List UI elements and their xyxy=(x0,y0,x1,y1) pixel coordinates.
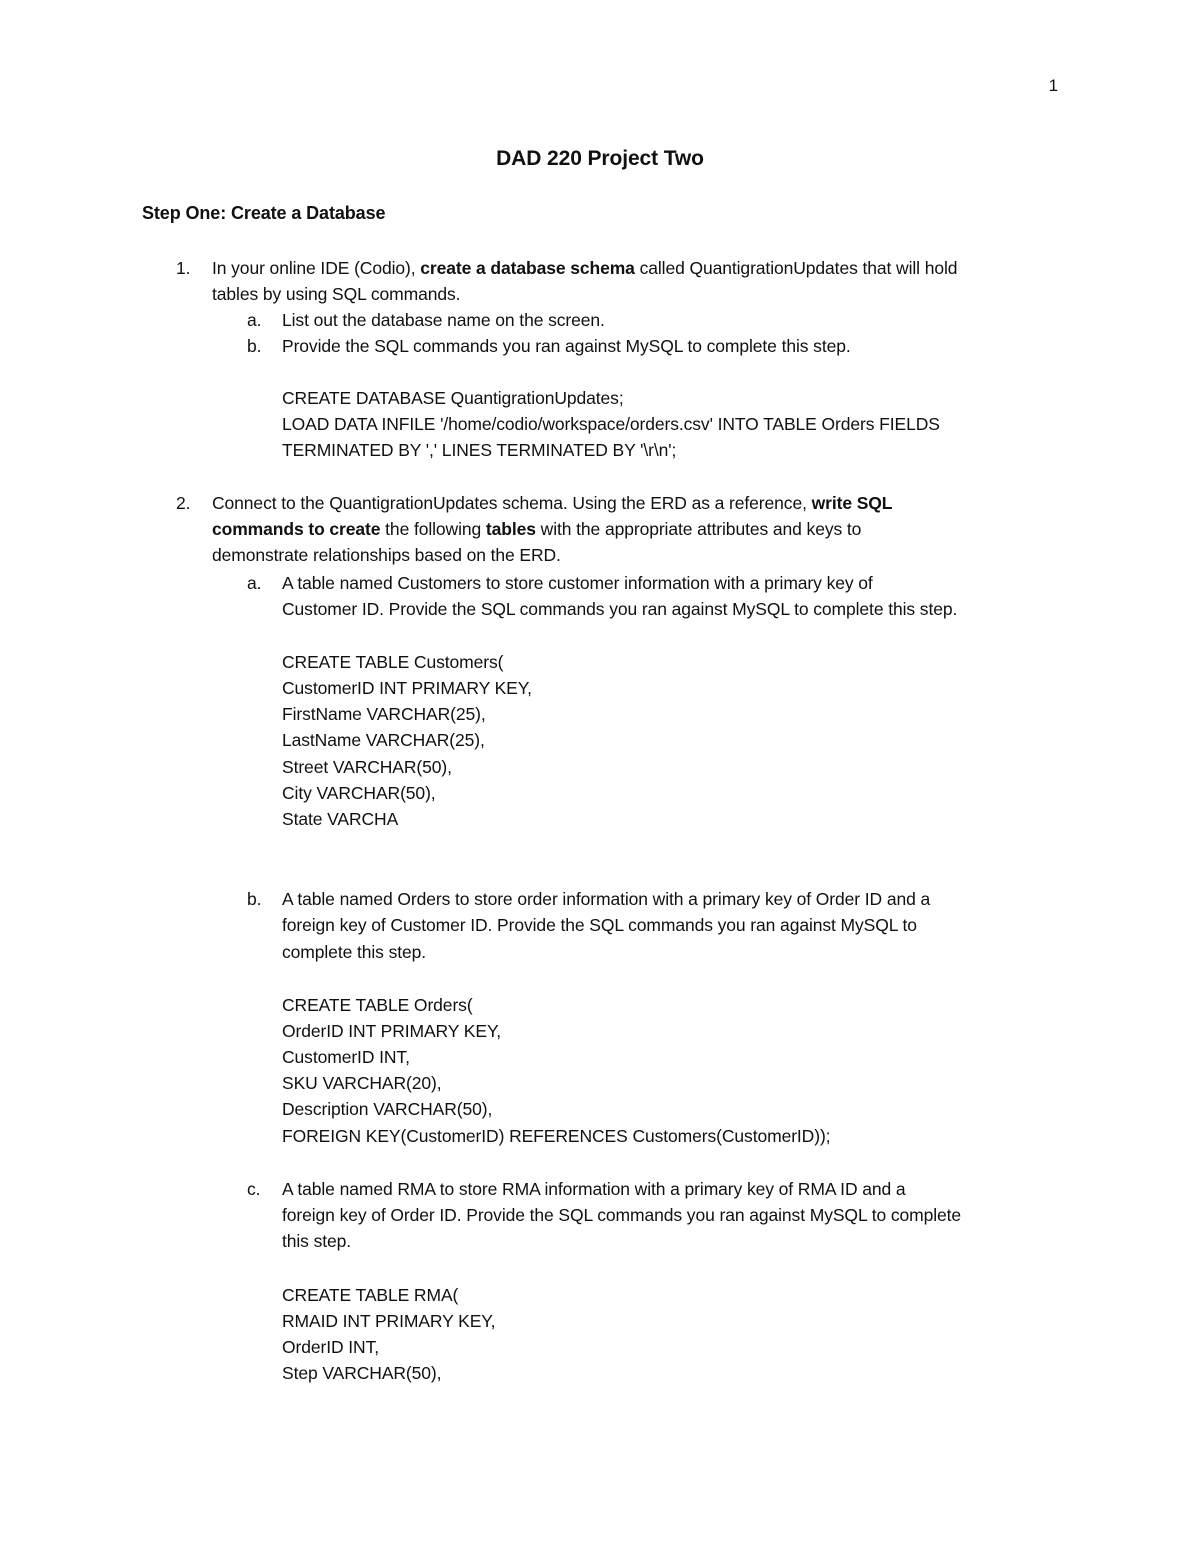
item-1-number: 1. xyxy=(176,258,191,278)
item-2b-line-2: foreign key of Customer ID. Provide the SQL commands you ran against MySQL to xyxy=(282,915,917,935)
text-run: Connect to the QuantigrationUpdates schema. Using the ERD as a reference, xyxy=(212,493,812,513)
sql-line: CREATE TABLE RMA( xyxy=(282,1285,459,1305)
item-2b-line-1: A table named Orders to store order information with a primary key of Order ID and a xyxy=(282,889,931,909)
item-2-number: 2. xyxy=(176,493,191,513)
text-run: the following xyxy=(380,519,486,539)
section-heading: Step One: Create a Database xyxy=(142,203,386,223)
sql-line: State VARCHA xyxy=(282,809,399,829)
sql-line: TERMINATED BY ',' LINES TERMINATED BY '\r\n'; xyxy=(282,440,677,460)
sql-line: FirstName VARCHAR(25), xyxy=(282,704,486,724)
item-2c-line-2: foreign key of Order ID. Provide the SQL commands you ran against MySQL to complete xyxy=(282,1205,962,1225)
sql-line: CustomerID INT, xyxy=(282,1047,410,1067)
page-number: 1 xyxy=(1048,76,1058,95)
sql-line: CREATE TABLE Orders( xyxy=(282,995,473,1015)
item-2-line-1 xyxy=(212,490,892,516)
sql-line: CREATE TABLE Customers( xyxy=(282,652,504,672)
item-2a-letter: a. xyxy=(247,573,262,593)
item-2c-line-1: A table named RMA to store RMA information with a primary key of RMA ID and a xyxy=(282,1179,906,1199)
sql-line: RMAID INT PRIMARY KEY, xyxy=(282,1311,496,1331)
bold-text-run: commands to create xyxy=(212,519,381,539)
text-run: called QuantigrationUpdates that will hold xyxy=(634,258,958,278)
sql-line: CREATE DATABASE QuantigrationUpdates; xyxy=(282,388,624,408)
document-title: DAD 220 Project Two xyxy=(496,147,704,170)
item-1-line-2: tables by using SQL commands. xyxy=(212,284,461,304)
sql-line: Description VARCHAR(50), xyxy=(282,1099,493,1119)
item-1b-letter: b. xyxy=(247,336,262,356)
sql-line: CustomerID INT PRIMARY KEY, xyxy=(282,678,532,698)
item-2a-line-1: A table named Customers to store customer information with a primary key of xyxy=(282,573,873,593)
sql-line: SKU VARCHAR(20), xyxy=(282,1073,442,1093)
item-1a-letter: a. xyxy=(247,310,262,330)
sql-line: Step VARCHAR(50), xyxy=(282,1363,442,1383)
item-2-line-2 xyxy=(212,516,861,542)
item-2c-line-3: this step. xyxy=(282,1231,352,1251)
bold-text-run: create a database schema xyxy=(420,258,635,278)
sql-line: LastName VARCHAR(25), xyxy=(282,730,485,750)
item-2b-letter: b. xyxy=(247,889,262,909)
item-1b-text: Provide the SQL commands you ran against MySQL to complete this step. xyxy=(282,336,851,356)
sql-line: Street VARCHAR(50), xyxy=(282,757,452,777)
text-run: In your online IDE (Codio), xyxy=(212,258,421,278)
sql-line: LOAD DATA INFILE '/home/codio/workspace/orders.csv' INTO TABLE Orders FIELDS xyxy=(282,414,940,434)
item-2a-line-2: Customer ID. Provide the SQL commands you ran against MySQL to complete this step. xyxy=(282,599,958,619)
item-2c-letter: c. xyxy=(247,1179,261,1199)
text-run: with the appropriate attributes and keys to xyxy=(535,519,862,539)
item-2b-line-3: complete this step. xyxy=(282,942,427,962)
bold-text-run: tables xyxy=(485,519,536,539)
item-2-line-3: demonstrate relationships based on the ERD. xyxy=(212,545,561,565)
bold-text-run: write SQL xyxy=(811,493,893,513)
sql-line: City VARCHAR(50), xyxy=(282,783,436,803)
sql-line: OrderID INT, xyxy=(282,1337,380,1357)
sql-line: FOREIGN KEY(CustomerID) REFERENCES Customers(CustomerID)); xyxy=(282,1126,831,1146)
item-1a-text: List out the database name on the screen. xyxy=(282,310,605,330)
item-1-line-1 xyxy=(212,255,957,281)
sql-line: OrderID INT PRIMARY KEY, xyxy=(282,1021,502,1041)
